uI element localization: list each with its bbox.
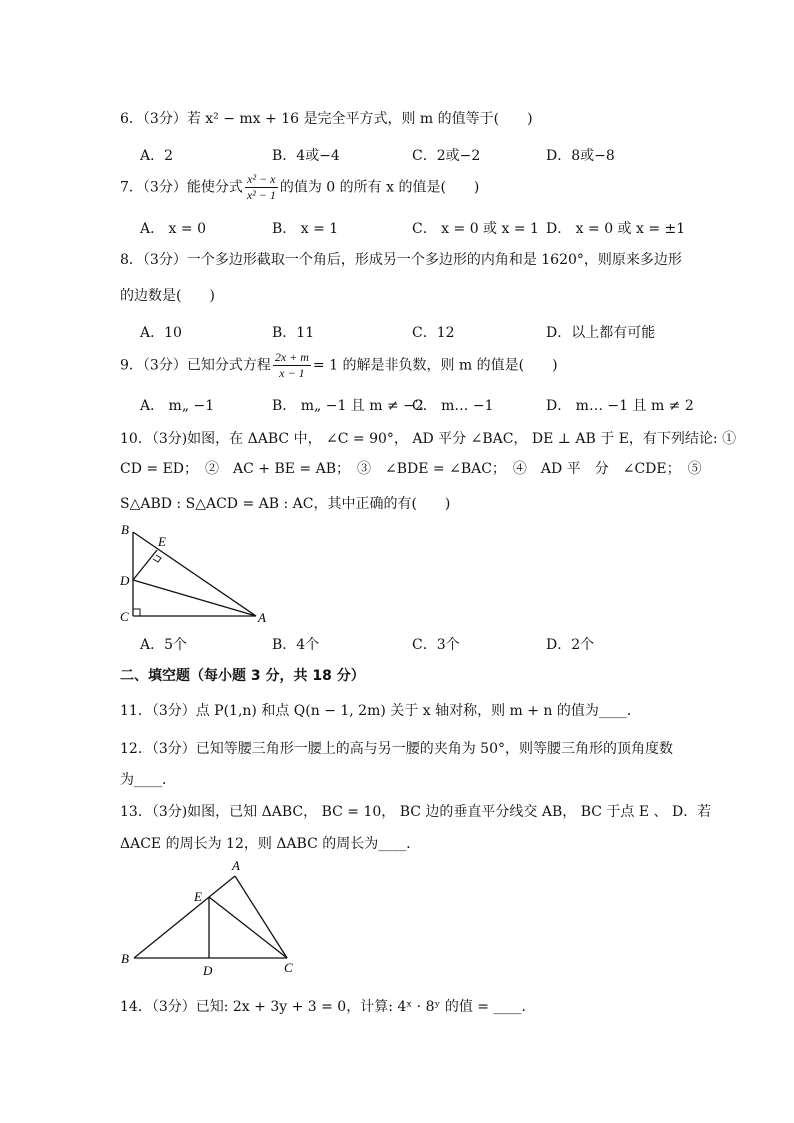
q10-option-b: B．4个 — [272, 637, 320, 653]
q9-prefix: 9．（3分）已知分式方程 — [120, 357, 271, 374]
q10-label-c: C — [120, 609, 129, 624]
section-fill-in-heading: 二、填空题（每小题 3 分，共 18 分） — [120, 668, 365, 684]
q9-option-b: B． m„ −1 且 m ≠ −2 — [272, 398, 424, 414]
q11-stem: 11．（3分）点 P(1,n) 和点 Q(n − 1, 2m) 关于 x 轴对称，则 m + n 的值为____． — [120, 703, 641, 719]
q7-fraction — [245, 172, 278, 203]
q8-option-b: B．11 — [272, 325, 315, 341]
q8-option-d: D．以上都有可能 — [546, 325, 656, 341]
q10-segment-de — [133, 550, 157, 580]
q8-option-a: A．10 — [140, 325, 182, 341]
q13-label-b: B — [121, 951, 129, 966]
q10-label-d: D — [120, 573, 130, 588]
q10-line2: CD = ED； ② AC + BE = AB； ③ ∠BDE = ∠BAC； ④ AD 平 分 ∠CDE； ⑤ — [120, 461, 702, 477]
q8-line1: 8．（3分）一个多边形截取一个角后，形成另一个多边形的内角和是 1620°，则原来多边形 — [120, 252, 682, 268]
q13-label-c: C — [284, 960, 293, 975]
q9-option-a: A． m„ −1 — [140, 398, 215, 414]
q13-label-d: D — [203, 963, 213, 978]
q6-option-c: C．2或−2 — [412, 148, 481, 164]
q13-line2: ΔACE 的周长为 12，则 ΔABC 的周长为____． — [120, 836, 421, 852]
q10-right-angle-c — [133, 609, 140, 616]
q6-option-b: B．4或−4 — [272, 148, 340, 164]
q7-option-b: B． x = 1 — [272, 221, 339, 237]
q13-side-ba — [134, 876, 235, 958]
q7-prefix: 7．（3分）能使分式 — [120, 179, 243, 196]
q10-line1: 10．（3分)如图，在 ΔABC 中， ∠C = 90°， AD 平分 ∠BAC， DE ⊥ AB 于 E，有下列结论: ① — [120, 431, 737, 447]
q10-line3: S△ABD : S△ACD = AB : AC，其中正确的有( ) — [120, 496, 451, 512]
q10-label-b: B — [121, 522, 129, 537]
q6-stem: 6．（3分）若 x² − mx + 16 是完全平方式，则 m 的值等于( ) — [120, 111, 533, 127]
q7-option-d: D． x = 0 或 x = ±1 — [546, 221, 686, 237]
q10-option-d: D．2个 — [546, 637, 595, 653]
q10-triangle-figure — [112, 520, 282, 630]
q13-side-ac — [235, 876, 287, 958]
q10-right-angle-e — [153, 555, 161, 562]
q8-option-c: C．12 — [412, 325, 455, 341]
q10-label-e: E — [158, 534, 166, 549]
q13-triangle-figure — [112, 855, 312, 985]
q13-label-e: E — [194, 889, 202, 904]
q13-line1: 13．（3分)如图，已知 ΔABC， BC = 10， BC 边的垂直平分线交 AB， BC 于点 E 、 D．若 — [120, 804, 712, 820]
q7-option-a: A． x = 0 — [140, 221, 206, 237]
q9-fraction — [273, 350, 311, 381]
q9-frac-den: x − 1 — [279, 366, 305, 380]
q7-frac-den: x² − 1 — [246, 188, 276, 202]
q14-stem: 14．（3分）已知: 2x + 3y + 3 = 0，计算: 4ˣ · 8ʸ 的值 = ____． — [120, 999, 536, 1015]
q7-stem — [120, 172, 479, 203]
q9-frac-num: 2x + m — [274, 350, 309, 364]
q10-label-a: A — [258, 610, 266, 625]
q8-line2: 的边数是( ) — [120, 288, 215, 304]
q9-option-c: C． m… −1 — [412, 398, 494, 414]
q10-option-c: C．3个 — [412, 637, 460, 653]
q9-suffix: = 1 的解是非负数，则 m 的值是( ) — [312, 357, 558, 374]
q10-option-a: A．5个 — [140, 637, 188, 653]
q6-option-a: A．2 — [140, 148, 174, 164]
q7-option-c: C． x = 0 或 x = 1 — [412, 221, 539, 237]
q7-suffix: 的值为 0 的所有 x 的值是( ) — [279, 179, 480, 196]
q13-label-a: A — [232, 858, 240, 873]
q7-frac-num: x² − x — [245, 172, 278, 188]
q9-stem — [120, 350, 558, 381]
q10-side-ba — [133, 532, 256, 616]
q13-segment-ec — [209, 897, 287, 958]
q12-line2: 为____． — [120, 772, 176, 788]
q9-option-d: D． m… −1 且 m ≠ 2 — [546, 398, 694, 414]
q10-segment-ad — [133, 580, 256, 616]
q6-option-d: D．8或−8 — [546, 148, 615, 164]
q12-line1: 12．（3分）已知等腰三角形一腰上的高与另一腰的夹角为 50°，则等腰三角形的顶角度数 — [120, 741, 673, 757]
